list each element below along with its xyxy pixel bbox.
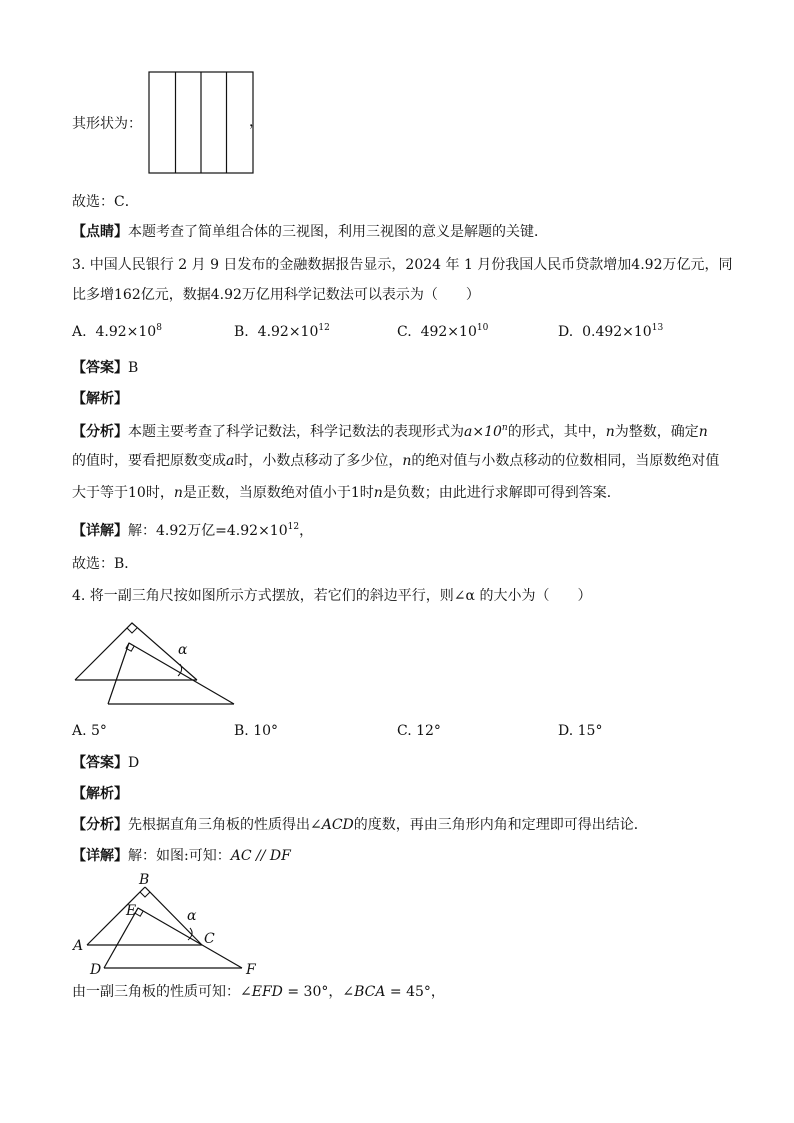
shape-prefix: 其形状为： <box>72 116 142 132</box>
q3-fenxi-line3: 大于等于10时，n是正数，当原数绝对值小于1时n是负数；由此进行求解即可得到答案． <box>72 485 621 501</box>
q4-option-b[interactable]: B. 10° <box>234 723 279 739</box>
three-view-figure <box>148 71 258 175</box>
q3-analysis-tag: 【解析】 <box>72 391 128 407</box>
comment-tag: 【点睛】 <box>72 224 128 240</box>
q4-detail: 【详解】解：如图:可知：AC // DF <box>72 848 291 864</box>
label-f: F <box>246 962 256 978</box>
q3-stem-line1: 3. 中国人民银行 2 月 9 日发布的金融数据报告显示，2024 年 1 月份我国人民币贷款增加4.92万亿元，同 <box>72 257 733 273</box>
q3-fenxi-line2: 的值时，要看把原数变成a时，小数点移动了多少位，n的绝对值与小数点移动的位数相同，当原数绝对值 <box>72 453 720 469</box>
label-b: B <box>139 872 150 888</box>
shape-suffix: ， <box>249 114 263 130</box>
q3-choose: 故选：B． <box>72 556 139 572</box>
label-d: D <box>90 962 102 978</box>
comment-text: 本题考查了简单组合体的三视图，利用三视图的意义是解题的关键． <box>128 224 548 240</box>
q4-analysis-tag: 【解析】 <box>72 786 128 802</box>
q3-option-d[interactable]: D. $0.492\times 10^{13}$ <box>558 323 664 340</box>
fig-alpha-label: α <box>178 642 188 658</box>
label-a: A <box>73 938 84 954</box>
q3-detail: 【详解】解：4.92万亿$=4.92\times 10^{12}$， <box>72 522 314 539</box>
q3-fenxi-line1: 【分析】本题主要考查了科学记数法，科学记数法的表现形式为$a\times 10^n$的形式，其中，n为整数，确定n <box>72 423 708 440</box>
label-c: C <box>204 931 215 947</box>
q4-option-d[interactable]: D. 15° <box>558 723 603 739</box>
label-alpha: α <box>187 908 197 924</box>
q4-fenxi: 【分析】先根据直角三角板的性质得出∠ACD的度数，再由三角形内角和定理即可得出结论． <box>72 817 648 833</box>
q4-option-c[interactable]: C. 12° <box>397 723 441 739</box>
q4-stem: 4. 将一副三角尺按如图所示方式摆放，若它们的斜边平行，则∠α 的大小为（ ） <box>72 588 592 604</box>
q3-answer: 【答案】B <box>72 360 139 376</box>
q4-answer: 【答案】D <box>72 755 140 771</box>
q3-option-b[interactable]: B. $4.92\times 10^{12}$ <box>234 323 330 340</box>
q4-labeled-figure <box>70 870 270 982</box>
q4-last-line: 由一副三角板的性质可知：∠EFD = 30°，∠BCA = 45°， <box>72 984 445 1000</box>
q3-option-c[interactable]: C. $492\times 10^{10}$ <box>397 323 489 340</box>
q4-option-a[interactable]: A. 5° <box>72 723 107 739</box>
q3-stem-line2: 比多增162亿元，数据4.92万亿用科学记数法可以表示为（ ） <box>72 287 480 303</box>
label-e: E <box>126 903 137 919</box>
prev-comment <box>72 224 548 241</box>
q4-triangles-figure <box>72 620 242 710</box>
q3-option-a[interactable]: A. $4.92\times 10^8$ <box>72 323 162 340</box>
prev-choose: 故选：C． <box>72 194 139 210</box>
